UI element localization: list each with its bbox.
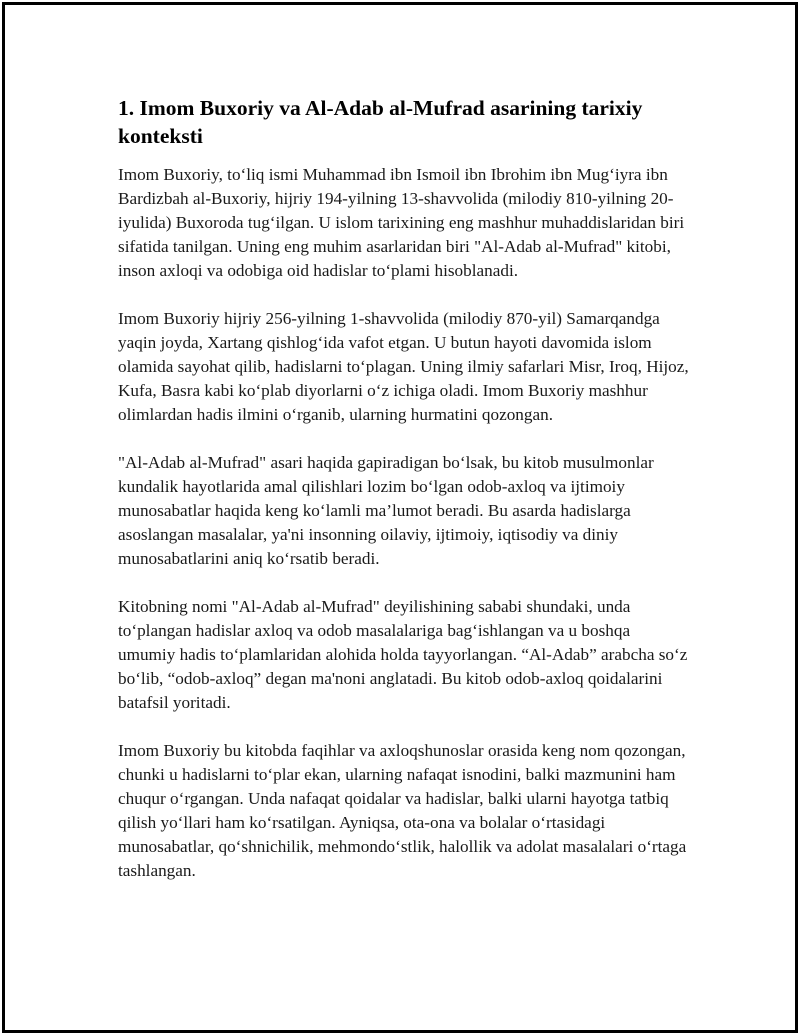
paragraph-1: Imom Buxoriy, to‘liq ismi Muhammad ibn Ismoil ibn Ibrohim ibn Mug‘iyra ibn Bardizbah al-Buxoriy, hijriy 194-yilning 13-shavvolida (milodiy 810-yilning 20-iyulida) Buxoroda tug‘ilgan. U islom tarixining eng mashhur muhaddislaridan biri sifatida tanilgan. Uning eng muhim asarlaridan biri "Al-Adab al-Mufrad" kitobi, inson axloqi va odobiga oid hadislar to‘plami hisoblanadi. xyxy=(118,165,685,280)
paragraph-4: Kitobning nomi "Al-Adab al-Mufrad" deyilishining sababi shundaki, unda to‘plangan hadislar axloq va odob masalalariga bag‘ishlangan va u boshqa umumiy hadis to‘plamlaridan alohida holda tayyorlangan. “Al-Adab” arabcha so‘z bo‘lib, “odob-axloq” degan ma'noni anglatadi. Bu kitob odob-axloq qoidalarini batafsil yoritadi. xyxy=(118,597,688,712)
paragraph-2: Imom Buxoriy hijriy 256-yilning 1-shavvolida (milodiy 870-yil) Samarqandga yaqin joyda, Xartang qishlog‘ida vafot etgan. U butun hayoti davomida islom olamida sayohat qilib, hadislarni to‘plagan. Uning ilmiy safarlari Misr, Iroq, Hijoz, Kufa, Basra kabi ko‘plab diyorlarni o‘z ichiga oladi. Imom Buxoriy mashhur olimlardan hadis ilmini o‘rganib, ularning hurmatini qozongan. xyxy=(118,309,689,424)
paragraph-3: "Al-Adab al-Mufrad" asari haqida gapiradigan bo‘lsak, bu kitob musulmonlar kundalik hayotlarida amal qilishlari lozim bo‘lgan odob-axloq va ijtimoiy munosabatlar haqida keng ko‘lamli ma’lumot beradi. Bu asarda hadislarga asoslangan masalalar, ya'ni insonning oilaviy, ijtimoiy, iqtisodiy va diniy munosabatlarini aniq ko‘rsatib beradi. xyxy=(118,453,654,568)
section-heading: 1. Imom Buxoriy va Al-Adab al-Mufrad asarining tarixiy konteksti xyxy=(118,96,643,148)
paragraph-5: Imom Buxoriy bu kitobda faqihlar va axloqshunoslar orasida keng nom qozongan, chunki u hadislarni to‘plar ekan, ularning nafaqat isnodini, balki mazmunini ham chuqur o‘rgangan. Unda nafaqat qoidalar va hadislar, balki ularni hayotga tatbiq qilish yo‘llari ham ko‘rsatilgan. Ayniqsa, ota-ona va bolalar o‘rtasidagi munosabatlar, qo‘shnichilik, mehmondo‘stlik, halollik va adolat masalalari o‘rtaga tashlangan. xyxy=(118,741,687,880)
document-body xyxy=(118,94,690,907)
